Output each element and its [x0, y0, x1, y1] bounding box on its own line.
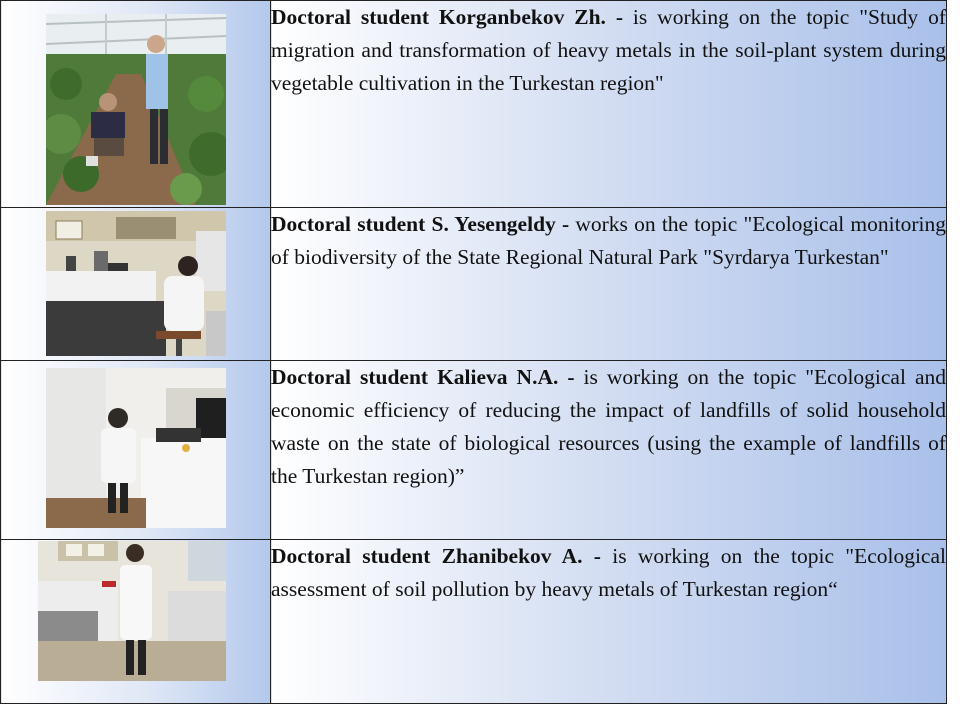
lab-room-photo-icon: [38, 541, 226, 681]
table-row: [1, 540, 947, 704]
name-dash: -: [582, 544, 613, 568]
student-name: Doctoral student S. Yesengeldy: [271, 212, 556, 236]
student-topic: is working on the topic "Ecological assessment of soil pollution by heavy metals of Turkestan region“: [271, 544, 946, 601]
photo-cell: [1, 1, 271, 208]
name-dash: -: [558, 365, 584, 389]
topic-cell: [271, 208, 947, 361]
name-dash: -: [555, 212, 576, 236]
student-name: Doctoral student Korganbekov Zh.: [271, 5, 606, 29]
photo-cell: [1, 540, 271, 704]
student-name: Doctoral student Kalieva N.A.: [271, 365, 559, 389]
topic-cell: [271, 361, 947, 540]
student-topic: is working on the topic "Study of migration and transformation of heavy metals in the soil-plant system during vegetable cultivation in the Turkestan region": [271, 5, 946, 95]
name-dash: -: [605, 5, 633, 29]
lab-bench-photo-icon: [46, 368, 226, 528]
student-name: Doctoral student Zhanibekov A.: [271, 544, 583, 568]
table-row: [1, 1, 947, 208]
table-row: [1, 208, 947, 361]
microscope-lab-photo-icon: [46, 211, 226, 356]
greenhouse-photo-icon: [46, 14, 226, 205]
topic-cell: [271, 540, 947, 704]
student-topic: is working on the topic "Ecological and economic efficiency of reducing the impact of landfills of solid household waste on the state of biological resources (using the example of landfills of the Turkestan region)”: [271, 365, 946, 488]
table-row: [1, 361, 947, 540]
student-topic: works on the topic "Ecological monitoring of biodiversity of the State Regional Natural Park "Syrdarya Turkestan": [271, 212, 946, 269]
photo-cell: [1, 361, 271, 540]
topic-cell: [271, 1, 947, 208]
photo-cell: [1, 208, 271, 361]
